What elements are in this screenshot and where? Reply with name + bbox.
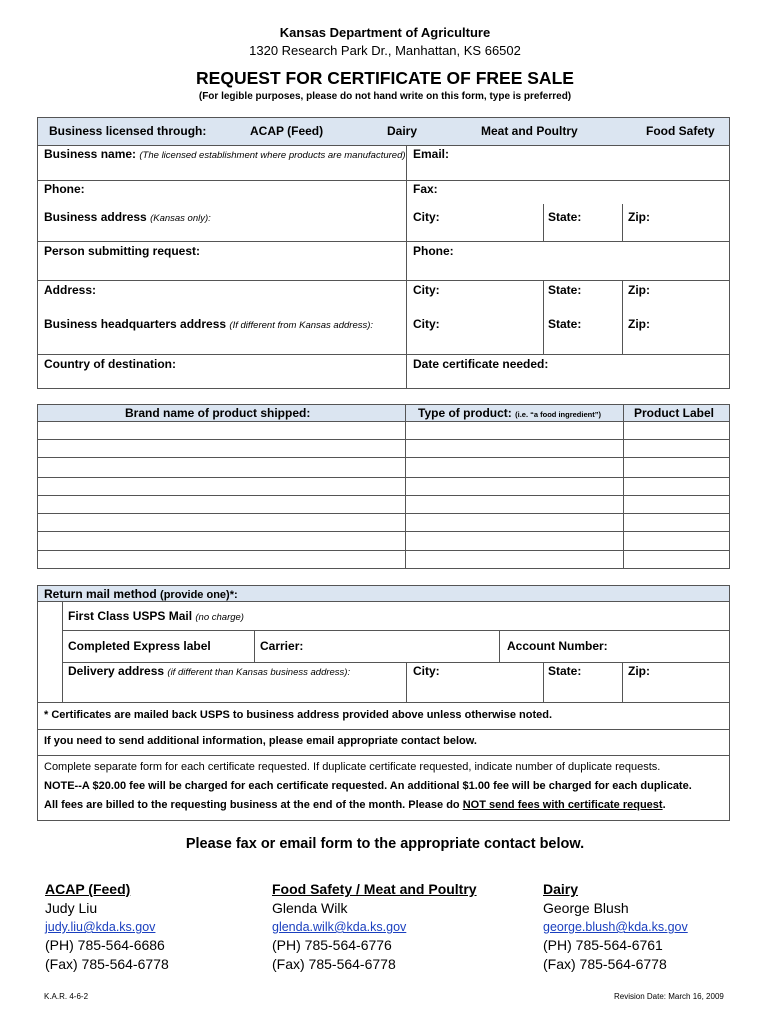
delivery-zip-field[interactable]: Zip: <box>628 664 650 678</box>
contact-acap-name: Judy Liu <box>45 900 98 916</box>
express-checkbox[interactable] <box>39 631 61 661</box>
option-food-safety[interactable]: Food Safety <box>646 124 715 138</box>
contact-dairy-name: George Blush <box>543 900 629 916</box>
contact-dairy-email[interactable]: george.blush@kda.ks.gov <box>543 920 688 934</box>
option-meat-poultry[interactable]: Meat and Poultry <box>481 124 578 138</box>
form-title: REQUEST FOR CERTIFICATE OF FREE SALE <box>196 68 574 88</box>
brand-name-header: Brand name of product shipped: <box>125 406 311 420</box>
contact-dairy-phone: (PH) 785-564-6761 <box>543 937 663 953</box>
option-acap-feed[interactable]: ACAP (Feed) <box>250 124 324 138</box>
fax-field[interactable]: Fax: <box>413 182 438 196</box>
first-class-option[interactable]: First Class USPS Mail (no charge) <box>68 609 244 623</box>
agency-address: 1320 Research Park Dr., Manhattan, KS 66502 <box>249 43 521 58</box>
person-zip-field[interactable]: Zip: <box>628 283 650 297</box>
email-field[interactable]: Email: <box>413 147 450 161</box>
revision-date: Revision Date: March 16, 2009 <box>614 992 724 1001</box>
agency-name: Kansas Department of Agriculture <box>279 25 491 40</box>
contact-dairy-dept: Dairy <box>543 881 579 897</box>
first-class-checkbox[interactable] <box>39 602 61 629</box>
person-city-field[interactable]: City: <box>413 283 440 297</box>
city-field[interactable]: City: <box>413 210 440 224</box>
date-needed-field[interactable]: Date certificate needed: <box>413 357 549 371</box>
regulation-ref: K.A.R. 4-6-2 <box>44 992 89 1001</box>
person-address-field[interactable]: Address: <box>44 283 97 297</box>
delivery-city-field[interactable]: City: <box>413 664 440 678</box>
return-mail-label: Return mail method (provide one)*: <box>44 587 238 601</box>
certificates-note: * Certificates are mailed back USPS to business address provided above unless otherwise noted. <box>44 709 553 721</box>
type-of-product-header: Type of product: (i.e. “a food ingredient”) <box>418 406 601 420</box>
person-phone-field[interactable]: Phone: <box>413 244 454 258</box>
products-table <box>37 404 730 569</box>
carrier-field[interactable]: Carrier: <box>260 639 304 653</box>
hq-state-field[interactable]: State: <box>548 317 582 331</box>
table-row[interactable] <box>38 513 729 514</box>
contact-acap-phone: (PH) 785-564-6686 <box>45 937 165 953</box>
contact-acap-fax: (Fax) 785-564-6778 <box>45 956 169 972</box>
form-subtitle: (For legible purposes, please do not hand write on this form, type is preferred) <box>198 91 572 102</box>
person-submitting-field[interactable]: Person submitting request: <box>44 244 201 258</box>
person-state-field[interactable]: State: <box>548 283 582 297</box>
contact-foodsafety-name: Glenda Wilk <box>272 900 348 916</box>
express-label-option[interactable]: Completed Express label <box>68 639 211 653</box>
table-row[interactable] <box>38 477 729 478</box>
additional-info-note: If you need to send additional information, please email appropriate contact below. <box>44 735 477 747</box>
contact-dairy-fax: (Fax) 785-564-6778 <box>543 956 667 972</box>
fax-instruction: Please fax or email form to the appropriate contact below. <box>185 836 585 852</box>
country-destination-field[interactable]: Country of destination: <box>44 357 176 371</box>
billing-note: All fees are billed to the requesting business at the end of the month. Please do NOT send fees with certificate request. <box>44 799 666 811</box>
phone-field[interactable]: Phone: <box>44 182 85 196</box>
business-name-field[interactable]: Business name: (The licensed establishment where products are manufactured) <box>44 147 406 161</box>
option-dairy[interactable]: Dairy <box>387 124 418 138</box>
contact-acap-email[interactable]: judy.liu@kda.ks.gov <box>45 920 156 934</box>
separate-form-note: Complete separate form for each certificate requested. If duplicate certificate requested, indicate number of duplicate requests. <box>44 761 661 773</box>
hq-address-field[interactable]: Business headquarters address (If different from Kansas address): <box>44 317 374 331</box>
hq-city-field[interactable]: City: <box>413 317 440 331</box>
contact-foodsafety-fax: (Fax) 785-564-6778 <box>272 956 396 972</box>
table-row[interactable] <box>38 550 729 551</box>
delivery-address-field[interactable]: Delivery address (if different than Kansas business address): <box>68 664 351 678</box>
contact-foodsafety-email[interactable]: glenda.wilk@kda.ks.gov <box>272 920 407 934</box>
contact-acap-dept: ACAP (Feed) <box>45 881 131 897</box>
contact-foodsafety-dept: Food Safety / Meat and Poultry <box>272 881 477 897</box>
hq-zip-field[interactable]: Zip: <box>628 317 650 331</box>
table-row[interactable] <box>38 531 729 532</box>
state-field[interactable]: State: <box>548 210 582 224</box>
zip-field[interactable]: Zip: <box>628 210 650 224</box>
account-number-field[interactable]: Account Number: <box>507 639 608 653</box>
delivery-checkbox[interactable] <box>39 663 61 701</box>
business-address-field[interactable]: Business address (Kansas only): <box>44 210 211 224</box>
contact-foodsafety-phone: (PH) 785-564-6776 <box>272 937 392 953</box>
product-label-header: Product Label <box>634 406 715 420</box>
table-row[interactable] <box>38 495 729 496</box>
licensed-through-label: Business licensed through: <box>49 124 207 138</box>
delivery-state-field[interactable]: State: <box>548 664 582 678</box>
table-row[interactable] <box>38 457 729 458</box>
table-row[interactable] <box>38 439 729 440</box>
fee-note: NOTE--A $20.00 fee will be charged for each certificate requested. An additional $1.00 fee will be charged for each duplicate. <box>44 780 692 792</box>
